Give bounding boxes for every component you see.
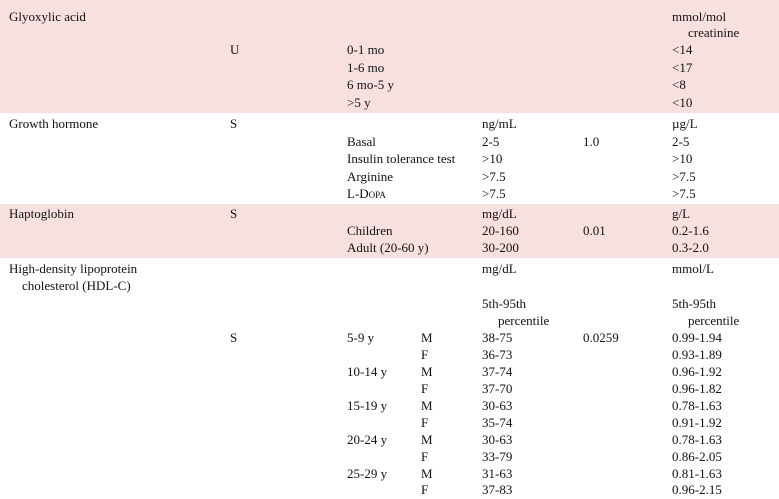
row-conv: 37-70 [482,381,513,396]
row-conv: 37-74 [482,364,513,379]
row-si: <14 [672,42,693,57]
sex: M [421,432,433,447]
row-conv: 35-74 [482,415,513,430]
test-name-glyoxylic: Glyoxylic acid [9,9,86,24]
age-group: 25-29 y [347,466,388,481]
row-si: <10 [672,95,693,110]
row-si: 2-5 [672,134,690,149]
si-unit-growth-hormone: µg/L [672,116,698,131]
row-si: 0.2-1.6 [672,223,709,238]
row-conv: 36-73 [482,347,513,362]
row-conv: 33-79 [482,449,513,464]
row-label: Arginine [347,169,393,184]
si-unit-glyoxylic-cont: creatinine [688,25,740,40]
test-name-haptoglobin: Haptoglobin [9,206,74,221]
si-unit-glyoxylic: mmol/mol [672,9,727,24]
sex: F [421,482,429,497]
row-si: 0.93-1.89 [672,347,722,362]
specimen-hdl: S [230,330,238,345]
row-conv: >7.5 [482,186,506,201]
row-si: 0.99-1.94 [672,330,722,345]
percentile-header-conv-cont: percentile [498,313,550,328]
row-label: 0-1 mo [347,42,385,57]
row-si: 0.96-1.92 [672,364,722,379]
row-conv: 30-63 [482,432,513,447]
row-si: 0.81-1.63 [672,466,722,481]
row-si: <17 [672,60,693,75]
age-group: 10-14 y [347,364,388,379]
row-label: Insulin tolerance test [347,151,456,166]
row-conv: 31-63 [482,466,513,481]
row-conv: >7.5 [482,169,506,184]
row-label: 6 mo-5 y [347,77,394,92]
row-label: >5 y [347,95,371,110]
percentile-header-si-cont: percentile [688,313,740,328]
row-si: 0.96-1.82 [672,381,722,396]
row-si: 0.3-2.0 [672,240,709,255]
row-si: <8 [672,77,686,92]
row-label: L-Dopa [347,186,386,201]
row-label: Basal [347,134,376,149]
row-si: >10 [672,151,693,166]
row-label: Adult (20-60 y) [347,240,429,255]
age-group: 15-19 y [347,398,388,413]
row-si: 0.78-1.63 [672,432,722,447]
row-si: 0.96-2.15 [672,482,722,497]
specimen-glyoxylic: U [230,42,240,57]
factor-hdl: 0.0259 [583,330,619,345]
row-si: 0.86-2.05 [672,449,722,464]
conv-unit-haptoglobin: mg/dL [482,206,517,221]
si-unit-hdl: mmol/L [672,261,714,276]
sex: M [421,364,433,379]
row-si: >7.5 [672,169,696,184]
specimen-haptoglobin: S [230,206,238,221]
age-group: 20-24 y [347,432,388,447]
conv-unit-growth-hormone: ng/mL [482,116,517,131]
row-conv: 37-83 [482,482,513,497]
test-name-growth-hormone: Growth hormone [9,116,99,131]
row-conv: 2-5 [482,134,500,149]
sex: F [421,347,429,362]
factor-haptoglobin: 0.01 [583,223,606,238]
specimen-growth-hormone: S [230,116,238,131]
row-conv: 30-200 [482,240,519,255]
row-si: 0.78-1.63 [672,398,722,413]
si-unit-haptoglobin: g/L [672,206,691,221]
row-si: >7.5 [672,186,696,201]
row-conv: 20-160 [482,223,519,238]
sex: M [421,466,433,481]
row-si: 0.91-1.92 [672,415,722,430]
row-label: 1-6 mo [347,60,385,75]
test-name-hdl-cont: cholesterol (HDL-C) [22,278,131,293]
test-name-hdl: High-density lipoprotein [9,261,138,276]
percentile-header-si: 5th-95th [672,296,717,311]
row-conv: 38-75 [482,330,513,345]
conv-unit-hdl: mg/dL [482,261,517,276]
sex: F [421,449,429,464]
age-group: 5-9 y [347,330,375,345]
sex: F [421,415,429,430]
factor-growth-hormone: 1.0 [583,134,600,149]
glyoxylic-band [0,0,779,113]
sex: M [421,398,433,413]
percentile-header-conv: 5th-95th [482,296,527,311]
row-label: Children [347,223,393,238]
sex: M [421,330,433,345]
sex: F [421,381,429,396]
row-conv: >10 [482,151,503,166]
row-conv: 30-63 [482,398,513,413]
